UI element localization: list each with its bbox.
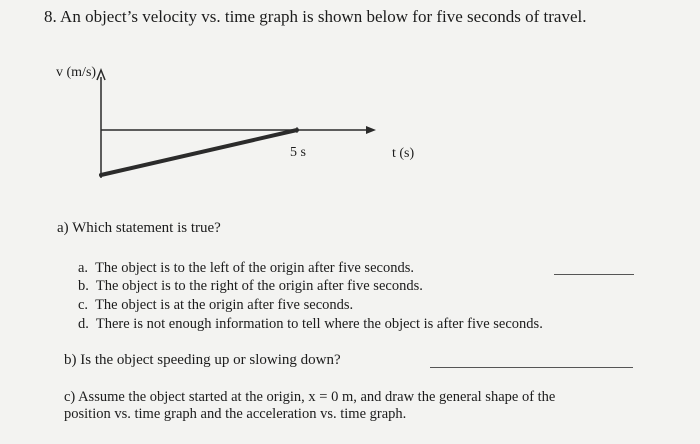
question-c-line-2: position vs. time graph and the acceleration vs. time graph.	[64, 406, 407, 422]
option-text: The object is to the right of the origin after five seconds.	[95, 278, 423, 294]
x-tick-label: 5 s	[290, 145, 306, 160]
x-axis-label: t (s)	[392, 146, 415, 161]
option-b	[78, 278, 423, 295]
y-axis-label: v (m/s)	[56, 65, 97, 80]
option-text: The object is to the left of the origin after five seconds.	[95, 260, 414, 276]
answer-blank-a[interactable]	[554, 274, 634, 275]
option-d	[78, 316, 543, 333]
option-letter: d.	[78, 316, 89, 332]
question-c-line-1: c) Assume the object started at the origin, x = 0 m, and draw the general shape of the	[64, 389, 556, 405]
question-b-prompt: b) Is the object speeding up or slowing down?	[64, 352, 341, 368]
option-letter: b.	[78, 278, 89, 294]
option-c	[78, 297, 353, 314]
option-text: The object is at the origin after five seconds.	[95, 297, 354, 313]
answer-blank-b[interactable]	[430, 367, 633, 368]
x-axis-arrow	[366, 126, 376, 134]
velocity-line	[101, 130, 297, 175]
option-a	[78, 260, 414, 277]
option-text: There is not enough information to tell where the object is after five seconds.	[95, 316, 543, 332]
question-a-prompt: a) Which statement is true?	[57, 220, 221, 236]
question-title: 8. An object’s velocity vs. time graph is shown below for five seconds of travel.	[44, 7, 587, 26]
option-letter: a.	[78, 260, 89, 276]
option-letter: c.	[78, 297, 89, 313]
